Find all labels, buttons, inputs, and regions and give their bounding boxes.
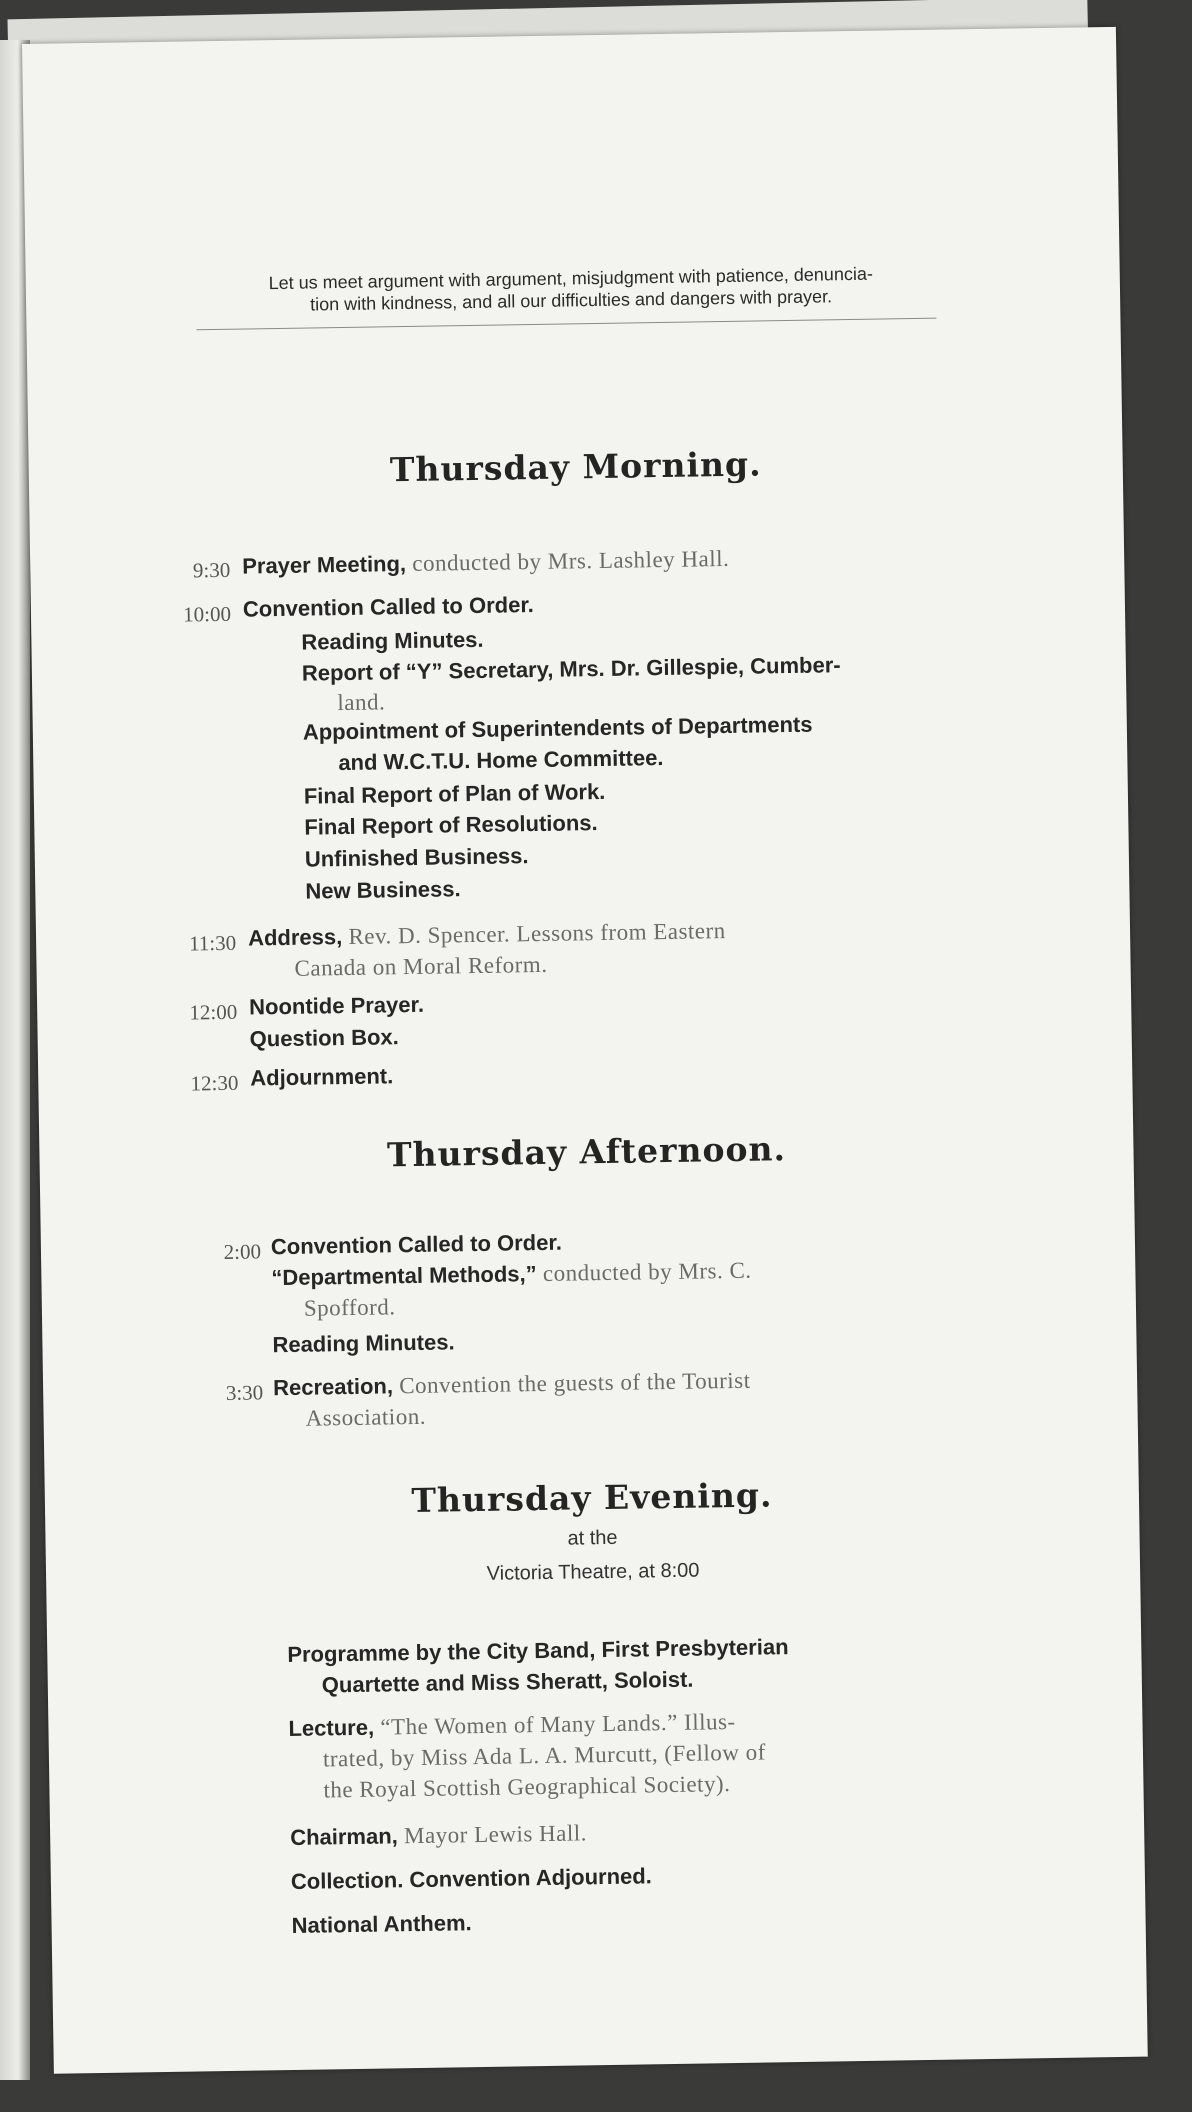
called-to-order-text: Convention Called to Order. (242, 592, 534, 622)
item-chairman (290, 1817, 587, 1854)
national-anthem-text: National Anthem. (291, 1910, 472, 1938)
item-recreation-cont (305, 1401, 426, 1435)
item-departmental-cont (304, 1291, 396, 1324)
lecture-detail: “The Women of Many Lands.” Illus- (373, 1708, 736, 1740)
afternoon-minutes-text: Reading Minutes. (272, 1329, 455, 1358)
epigraph-line-2: tion with kindness, and all our difficulties and dangers with prayer. (309, 286, 833, 315)
item-reading-minutes (301, 624, 484, 659)
time-1130: 11:30 (188, 930, 237, 956)
item-resolutions (304, 807, 598, 844)
item-national-anthem (291, 1907, 472, 1942)
item-new-business (305, 873, 461, 907)
item-report-y-cont (337, 686, 385, 719)
item-noontide-prayer (249, 989, 424, 1024)
programme-line-1: Programme by the City Band, First Presbyterian (287, 1634, 789, 1668)
epigraph-rule (197, 318, 937, 331)
programme-line-2: Quartette and Miss Sheratt, Soloist. (321, 1666, 694, 1698)
address-title: Address, (247, 924, 343, 951)
lecture-detail-2: trated, by Miss Ada L. A. Murcutt, (Fellow of (322, 1739, 766, 1772)
chairman-title: Chairman, (290, 1823, 398, 1851)
collection-text: Collection. Convention Adjourned. (290, 1863, 653, 1895)
at-the-text: at the (567, 1526, 618, 1550)
item-called-to-order (243, 589, 534, 626)
plan-of-work-text: Final Report of Plan of Work. (303, 778, 606, 809)
chairman-detail: Mayor Lewis Hall. (397, 1820, 588, 1849)
time-0930: 9:30 (192, 557, 231, 583)
recreation-detail: Convention the guests of the Tourist (392, 1367, 751, 1399)
report-y-line-1: Report of “Y” Secretary, Mrs. Dr. Gillespie, Cumber- (301, 652, 841, 686)
lecture-detail-3: the Royal Scottish Geographical Society). (323, 1771, 731, 1803)
departmental-methods-title: “Departmental Methods,” (271, 1261, 537, 1291)
item-adjournment (250, 1060, 393, 1094)
item-lecture-cont-2 (323, 1768, 730, 1806)
departmental-methods-detail: conducted by Mrs. C. (536, 1257, 752, 1287)
adjournment-text: Adjournment. (250, 1063, 394, 1091)
item-appointment (303, 709, 813, 749)
epigraph-line-1: Let us meet argument with argument, misjudgment with patience, denuncia- (268, 263, 874, 294)
resolutions-text: Final Report of Resolutions. (304, 810, 598, 840)
item-programme-cont (322, 1664, 694, 1702)
question-box-text: Question Box. (249, 1024, 399, 1052)
reading-minutes-text: Reading Minutes. (301, 626, 484, 655)
time-0200: 2:00 (223, 1239, 262, 1264)
item-afternoon-minutes (272, 1326, 455, 1361)
afternoon-called-text: Convention Called to Order. (270, 1229, 563, 1260)
report-y-line-2: land. (337, 689, 386, 716)
departmental-methods-detail-2: Spofford. (303, 1294, 396, 1321)
heading-thursday-evening: Thursday Evening. (411, 1475, 773, 1521)
prayer-meeting-title: Prayer Meeting, (242, 551, 407, 579)
item-appointment-cont (338, 742, 664, 779)
time-1000: 10:00 (182, 601, 232, 627)
lecture-title: Lecture, (288, 1714, 375, 1742)
time-1200: 12:00 (189, 999, 238, 1025)
epigraph (191, 261, 952, 317)
item-collection (291, 1860, 652, 1898)
recreation-title: Recreation, (272, 1373, 394, 1401)
noontide-prayer-text: Noontide Prayer. (248, 991, 425, 1020)
address-detail: Rev. D. Spencer. Lessons from Eastern (342, 918, 726, 950)
appointment-line-2: and W.C.T.U. Home Committee. (338, 745, 664, 776)
item-question-box (249, 1021, 399, 1055)
item-programme (287, 1631, 789, 1671)
item-address (248, 915, 726, 954)
book-spine-edge (0, 40, 30, 2080)
item-prayer-meeting (242, 543, 730, 583)
time-0330: 3:30 (225, 1380, 264, 1405)
item-address-cont (294, 949, 547, 985)
new-business-text: New Business. (305, 876, 461, 904)
program-page (22, 27, 1148, 2074)
item-departmental-methods (271, 1255, 752, 1295)
address-detail-line-2: Canada on Moral Reform. (294, 951, 548, 981)
recreation-detail-2: Association. (305, 1403, 427, 1431)
venue-text: Victoria Theatre, at 8:00 (486, 1559, 700, 1585)
appointment-line-1: Appointment of Superintendents of Departments (302, 711, 813, 745)
heading-thursday-afternoon: Thursday Afternoon. (386, 1129, 787, 1175)
time-1230: 12:30 (190, 1070, 239, 1096)
prayer-meeting-detail: conducted by Mrs. Lashley Hall. (405, 545, 730, 577)
unfinished-business-text: Unfinished Business. (304, 843, 529, 872)
item-unfinished-business (305, 840, 529, 876)
item-recreation (273, 1365, 751, 1404)
heading-thursday-morning: Thursday Morning. (389, 444, 762, 490)
